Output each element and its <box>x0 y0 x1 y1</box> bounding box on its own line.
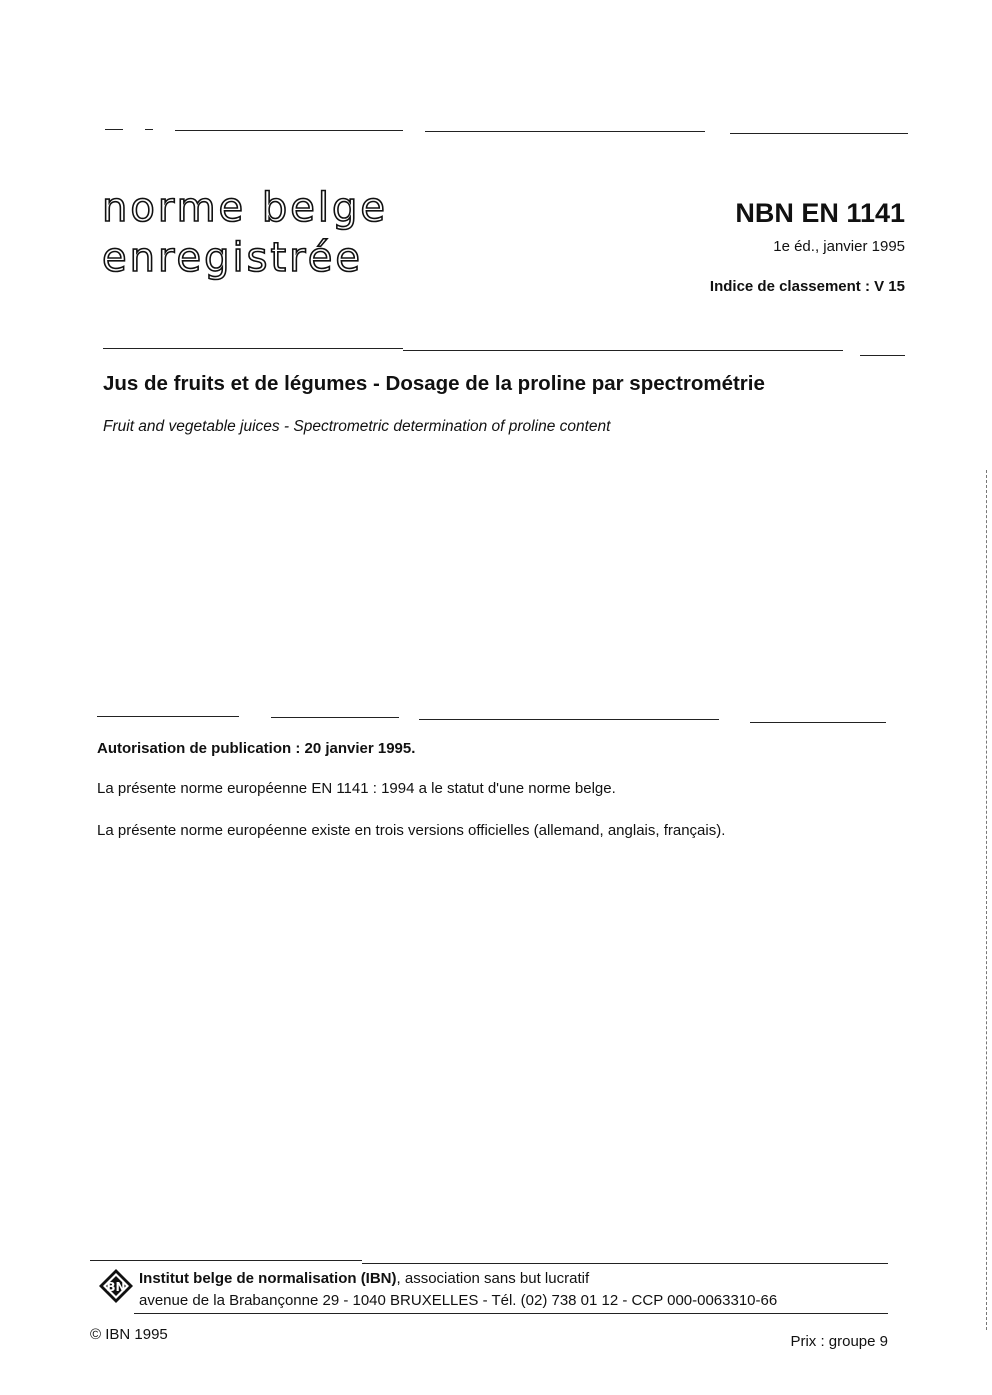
footer-rule-segment <box>362 1263 888 1264</box>
publication-rule-segment <box>750 722 886 723</box>
document-title-en: Fruit and vegetable juices - Spectrometric determination of proline content <box>103 418 611 435</box>
publication-authorisation: Autorisation de publication : 20 janvier 1995. <box>97 740 416 757</box>
institute-name: Institut belge de normalisation (IBN) <box>139 1270 397 1287</box>
title-rule-segment <box>403 350 843 351</box>
publication-status: La présente norme européenne EN 1141 : 1994 a le statut d'une norme belge. <box>97 780 616 797</box>
footer-bottom-rule <box>134 1313 888 1314</box>
title-rule-segment <box>103 348 403 349</box>
publication-rule-segment <box>419 719 719 720</box>
ibn-logo <box>98 1268 134 1304</box>
top-rule-segment <box>730 133 908 134</box>
institute-description: , association sans but lucratif <box>396 1270 590 1287</box>
standard-code: NBN EN 1141 <box>735 198 905 228</box>
footer-rule-segment <box>90 1260 362 1261</box>
title-rule-segment <box>860 355 905 356</box>
document-title-fr: Jus de fruits et de légumes - Dosage de la proline par spectrométrie <box>103 372 765 395</box>
ibn-logo-icon <box>98 1268 134 1304</box>
publication-rule-segment <box>97 716 239 717</box>
institute-line <box>139 1270 589 1287</box>
top-rule-segment <box>425 131 705 132</box>
brand-line-1: norme belge <box>102 185 388 231</box>
institute-address: avenue de la Brabançonne 29 - 1040 BRUXELLES - Tél. (02) 738 01 12 - CCP 000-0063310-66 <box>139 1292 778 1309</box>
edition-date: 1e éd., janvier 1995 <box>773 238 905 255</box>
brand-line-2: enregistrée <box>102 235 363 281</box>
publication-versions: La présente norme européenne existe en trois versions officielles (allemand, anglais, français). <box>97 822 726 839</box>
price-group: Prix : groupe 9 <box>790 1333 888 1350</box>
copyright-text: © IBN 1995 <box>90 1326 168 1343</box>
scan-edge-line <box>986 470 987 1330</box>
ibn-logo-text: BN <box>106 1280 126 1294</box>
classification-index: Indice de classement : V 15 <box>709 278 905 295</box>
top-rule-segment <box>105 129 123 130</box>
top-rule-segment <box>175 130 403 131</box>
top-rule-segment <box>145 129 153 130</box>
publication-rule-segment <box>271 717 399 718</box>
